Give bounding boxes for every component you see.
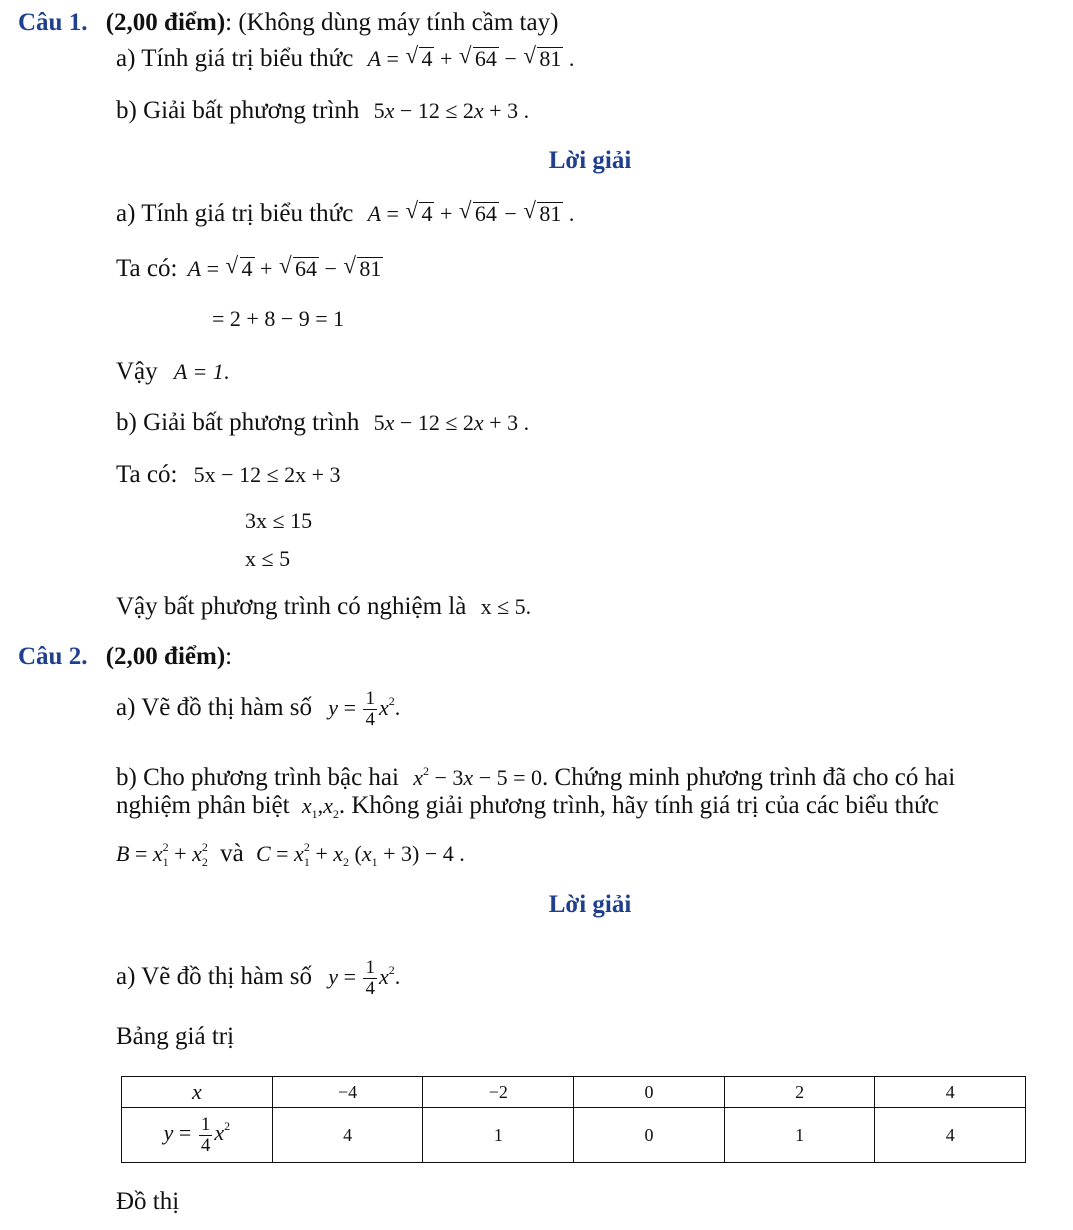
question-1-points: (2,00 điểm) bbox=[105, 9, 226, 36]
q2-part-b-line3 bbox=[116, 832, 465, 877]
q1-ta-co-a bbox=[116, 254, 383, 284]
q1-part-a-text: a) Tính giá trị biểu thức bbox=[116, 45, 354, 72]
q2-graph-title: Đồ thị bbox=[116, 1188, 180, 1215]
value-table bbox=[121, 1076, 1026, 1163]
q1-ta-co-text: Ta có: bbox=[116, 255, 178, 282]
table-cell: 0 bbox=[574, 1077, 725, 1108]
question-2-label: Câu 2. bbox=[18, 643, 88, 670]
table-header-x: x bbox=[122, 1077, 273, 1108]
q2-sol-function: y = $\frac{1}{4}$ $x^2$. bbox=[328, 957, 401, 1000]
q1-step-equal: = 2 + 8 − 9 = 1 bbox=[212, 306, 345, 331]
q1-conclusion-a-text: Vậy bbox=[116, 358, 158, 385]
table-cell: 2 bbox=[724, 1077, 875, 1108]
table-cell: −2 bbox=[423, 1077, 574, 1108]
table-cell: 4 bbox=[272, 1108, 423, 1163]
question-2-points: (2,00 điểm) bbox=[105, 643, 226, 670]
q1-conclusion-a: Vậy A = 1. bbox=[116, 358, 230, 385]
table-row bbox=[122, 1077, 1026, 1108]
q1-ta-co-b-text: Ta có: bbox=[116, 461, 178, 488]
question-1-label: Câu 1. bbox=[18, 9, 88, 36]
q2-sol-a-intro bbox=[116, 955, 400, 999]
table-header-y: y = $\frac{1}{4}$ $x^2$ bbox=[122, 1108, 273, 1163]
table-cell: 4 bbox=[875, 1077, 1026, 1108]
q1-part-b bbox=[116, 96, 529, 126]
q1-solution-heading: Lời giải bbox=[548, 147, 632, 174]
q1-result-a: A = 1 bbox=[173, 359, 224, 384]
q2-expr-b: $B = x_1^2 + x_2^2$ bbox=[116, 840, 208, 869]
question-2-colon: : bbox=[225, 643, 233, 670]
q1-step1: 3x ≤ 15 bbox=[245, 508, 313, 533]
q2-part-b-line1 bbox=[116, 756, 955, 793]
q1-sol-b-intro-text: b) Giải bất phương trình bbox=[116, 409, 360, 436]
q2-quadratic: $x^2 - 3x - 5 = 0$ bbox=[413, 764, 543, 790]
table-cell: 1 bbox=[423, 1108, 574, 1163]
q2-part-b-text3: nghiệm phân biệt bbox=[116, 792, 290, 819]
q2-part-a bbox=[116, 686, 400, 730]
q2-part-b-text2: . Chứng minh phương trình đã cho có hai bbox=[542, 764, 956, 791]
q2-function: y = $\frac{1}{4}$ $x^2$. bbox=[328, 688, 401, 731]
q1-sol-a-intro bbox=[116, 199, 574, 229]
table-cell: 1 bbox=[724, 1108, 875, 1163]
question-1-note: : (Không dùng máy tính cầm tay) bbox=[225, 9, 559, 36]
q2-solution-heading: Lời giải bbox=[548, 891, 632, 918]
q1-part-a bbox=[116, 44, 574, 74]
q1-expression-a: A = √ 4 + √ 64 − √ 81 . bbox=[368, 46, 575, 71]
q1-sol-expression: A = √ 4 + √ 64 − √ 81 . bbox=[368, 201, 575, 226]
q2-part-a-text: a) Vẽ đồ thị hàm số bbox=[116, 694, 313, 721]
question-2-header bbox=[18, 642, 232, 672]
q2-part-b-text4: . Không giải phương trình, hãy tính giá trị của các biểu thức bbox=[338, 792, 939, 819]
q2-part-b-line2 bbox=[116, 791, 939, 829]
table-cell: 4 bbox=[875, 1108, 1026, 1163]
question-1-header bbox=[18, 8, 558, 38]
q1-result-b: x ≤ 5 bbox=[480, 594, 526, 619]
table-row bbox=[122, 1108, 1026, 1163]
q1-conclusion-b-text: Vậy bất phương trình có nghiệm là bbox=[116, 593, 467, 620]
q2-table-title: Bảng giá trị bbox=[116, 1023, 235, 1050]
q1-ineq-line: 5x − 12 ≤ 2x + 3 bbox=[193, 462, 341, 487]
q1-ta-co-b bbox=[116, 460, 341, 490]
table-cell: −4 bbox=[272, 1077, 423, 1108]
q1-sol-a-intro-text: a) Tính giá trị biểu thức bbox=[116, 200, 354, 227]
q2-expr-c: $C = x_1^2 + x_2$ $(x_1 + 3) - 4$ . bbox=[255, 840, 465, 869]
q1-sol-b-intro bbox=[116, 408, 529, 438]
q1-part-b-text: b) Giải bất phương trình bbox=[116, 97, 360, 124]
q1-conclusion-b: Vậy bất phương trình có nghiệm là x ≤ 5. bbox=[116, 593, 532, 620]
q1-ta-co-expression: A = √ 4 + √ 64 − √ 81 bbox=[188, 256, 384, 281]
q1-sol-b-inequality: 5x − 12 ≤ 2x + 3 . bbox=[373, 410, 530, 435]
q2-roots: $x_1,x_2$ bbox=[301, 793, 339, 821]
q1-inequality: 5x − 12 ≤ 2x + 3 . bbox=[373, 98, 530, 123]
q1-step2: x ≤ 5 bbox=[245, 546, 291, 571]
q2-part-b-text1: b) Cho phương trình bậc hai bbox=[116, 764, 399, 791]
table-cell: 0 bbox=[574, 1108, 725, 1163]
q2-and: và bbox=[220, 840, 244, 867]
q2-sol-a-intro-text: a) Vẽ đồ thị hàm số bbox=[116, 963, 313, 990]
